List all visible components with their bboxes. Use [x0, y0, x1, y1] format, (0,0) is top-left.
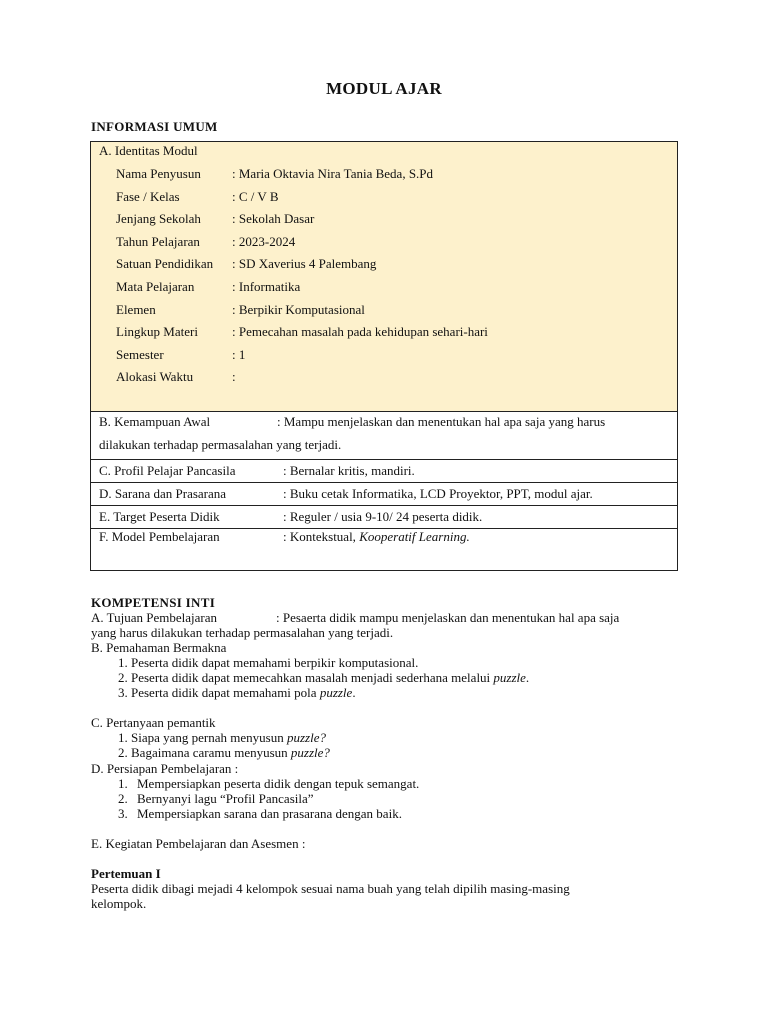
pemahaman-item-3: 3. Peserta didik dapat memahami pola puzzle. [118, 685, 356, 700]
kemampuan-awal-value: : Mampu menjelaskan dan menentukan hal apa saja yang harus [277, 414, 606, 429]
tujuan-pembelajaran-value: : Pesaerta didik mampu menjelaskan dan menentukan hal apa saja [276, 610, 620, 625]
section-heading-informasi-umum: INFORMASI UMUM [91, 119, 218, 134]
profil-pelajar-label: C. Profil Pelajar Pancasila [99, 463, 236, 478]
identitas-label: Satuan Pendidikan [116, 256, 214, 272]
identitas-value: : Informatika [232, 279, 301, 294]
kemampuan-awal-label: B. Kemampuan Awal [99, 414, 211, 429]
target-peserta-cell [91, 506, 677, 529]
identitas-label: Jenjang Sekolah [116, 211, 201, 227]
persiapan-item-text: Bernyanyi lagu “Profil Pancasila” [137, 791, 314, 806]
identitas-label: Fase / Kelas [116, 188, 180, 204]
identitas-value: : 1 [232, 346, 246, 362]
document-title: MODUL AJAR [326, 79, 442, 98]
identitas-label: Elemen [116, 301, 156, 317]
section-heading-kompetensi-inti: KOMPETENSI INTI [91, 595, 216, 610]
kegiatan-pembelajaran-label: E. Kegiatan Pembelajaran dan Asesmen : [91, 836, 306, 851]
pertanyaan-pemantik-label: C. Pertanyaan pemantik [91, 715, 216, 730]
identitas-value: : Pemecahan masalah pada kehidupan sehari-hari [232, 324, 488, 340]
model-pembelajaran-cell [91, 529, 677, 570]
identitas-value: : Sekolah Dasar [232, 211, 315, 227]
pemahaman-bermakna-label: B. Pemahaman Bermakna [91, 640, 227, 655]
model-pembelajaran-value: : Kontekstual, Kooperatif Learning. [283, 529, 470, 544]
identitas-label: Mata Pelajaran [116, 279, 195, 294]
persiapan-item-number: 3. [118, 806, 128, 821]
sarana-prasarana-cell [91, 483, 677, 506]
profil-pelajar-value: : Bernalar kritis, mandiri. [283, 463, 415, 478]
kemampuan-awal-value-line2: dilakukan terhadap permasalahan yang terjadi. [99, 437, 342, 452]
informasi-umum-table [90, 141, 678, 571]
pertemuan-heading: Pertemuan I [91, 866, 161, 881]
identitas-label: Tahun Pelajaran [116, 233, 200, 249]
identitas-value: : Berpikir Komputasional [232, 301, 365, 317]
identitas-label: Lingkup Materi [116, 324, 198, 340]
model-pembelajaran-label: F. Model Pembelajaran [99, 529, 220, 544]
identitas-label: Alokasi Waktu [116, 369, 194, 385]
target-peserta-label: E. Target Peserta Didik [99, 509, 220, 524]
identitas-modul-heading: A. Identitas Modul [99, 143, 198, 158]
identitas-label: Semester [116, 346, 164, 362]
persiapan-item-text: Mempersiapkan sarana dan prasarana dengan baik. [137, 806, 402, 821]
pertemuan-text-line1: Peserta didik dibagi mejadi 4 kelompok sesuai nama buah yang telah dipilih masing-masing [91, 881, 570, 896]
persiapan-item-text: Mempersiapkan peserta didik dengan tepuk semangat. [137, 776, 420, 791]
identitas-label: Nama Penyusun [116, 166, 201, 181]
identitas-value: : [232, 369, 236, 385]
kemampuan-awal-cell [91, 412, 677, 460]
pertanyaan-item-2: 2. Bagaimana caramu menyusun puzzle? [118, 745, 330, 760]
identitas-value: : Maria Oktavia Nira Tania Beda, S.Pd [232, 166, 434, 181]
tujuan-pembelajaran-label: A. Tujuan Pembelajaran [91, 610, 218, 625]
persiapan-item-number: 2. [118, 791, 128, 806]
pertanyaan-item-1: 1. Siapa yang pernah menyusun puzzle? [118, 730, 326, 745]
tujuan-pembelajaran-value-line2: yang harus dilakukan terhadap permasalahan yang terjadi. [91, 625, 394, 640]
pertemuan-text-line2: kelompok. [91, 896, 147, 911]
persiapan-pembelajaran-label: D. Persiapan Pembelajaran : [91, 761, 239, 776]
identitas-modul-cell [91, 142, 677, 412]
persiapan-item-number: 1. [118, 776, 128, 791]
sarana-prasarana-label: D. Sarana dan Prasarana [99, 486, 227, 501]
identitas-value: : C / V B [232, 188, 279, 204]
profil-pelajar-cell [91, 460, 677, 483]
sarana-prasarana-value: : Buku cetak Informatika, LCD Proyektor, PPT, modul ajar. [283, 486, 593, 501]
pemahaman-item-2: 2. Peserta didik dapat memecahkan masalah menjadi sederhana melalui puzzle. [118, 670, 530, 685]
target-peserta-value: : Reguler / usia 9-10/ 24 peserta didik. [283, 509, 483, 524]
identitas-value: : 2023-2024 [232, 233, 296, 249]
pemahaman-item-1: 1. Peserta didik dapat memahami berpikir komputasional. [118, 655, 419, 670]
identitas-value: : SD Xaverius 4 Palembang [232, 256, 377, 272]
